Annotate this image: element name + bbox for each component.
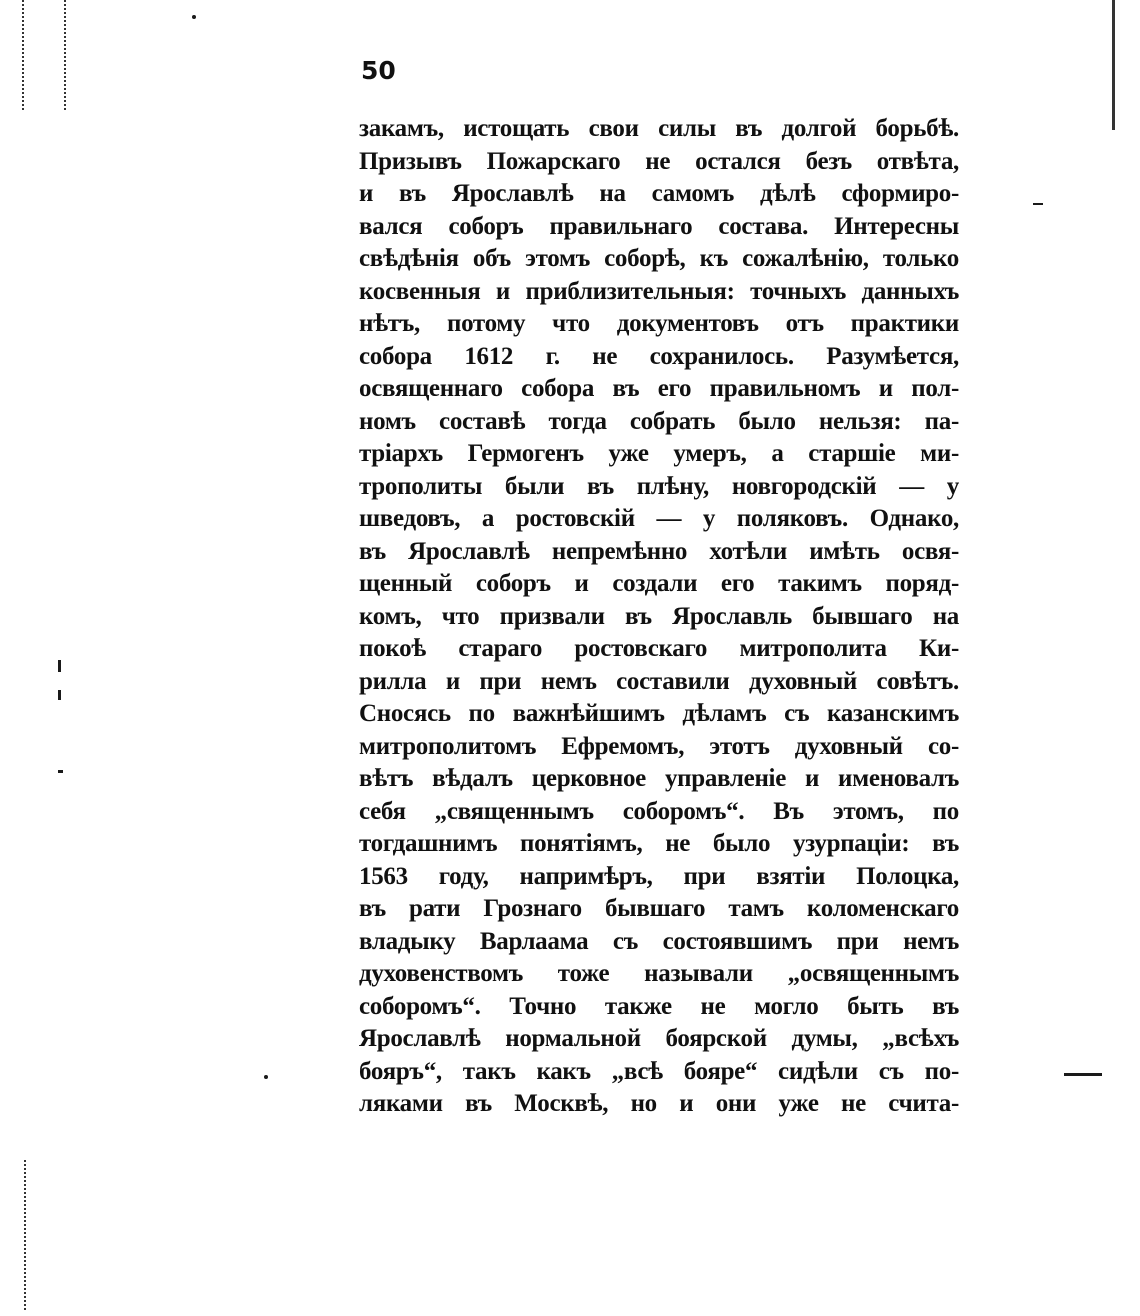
page-number: 50	[361, 56, 396, 85]
text-line: и въ Ярославлѣ на самомъ дѣлѣ сформиро-	[359, 180, 959, 207]
scan-dash-right-2	[1033, 203, 1043, 205]
text-line: бояръ“, такъ какъ „всѣ бояре“ сидѣли съ по-	[359, 1057, 959, 1085]
scan-dot-4	[58, 690, 61, 700]
scan-dot-3	[58, 660, 61, 672]
scan-edge-left-3	[24, 1160, 26, 1310]
text-line: комъ, что призвали въ Ярославль бывшаго на	[359, 602, 959, 630]
text-line: Ярославлѣ нормальной боярской думы, „всѣхъ	[359, 1025, 959, 1052]
text-line: ляками въ Москвѣ, но и они уже не счита-	[359, 1090, 959, 1117]
scan-edge-left-2	[64, 0, 66, 110]
text-line: нѣтъ, потому что документовъ отъ практики	[359, 310, 959, 337]
scan-dot-2	[264, 1075, 268, 1079]
text-line: щенный соборъ и создали его такимъ поряд-	[359, 570, 959, 597]
scan-edge-left	[22, 0, 24, 110]
text-line: вѣтъ вѣдалъ церковное управленіе и именовалъ	[359, 765, 959, 792]
text-line: себя „священнымъ соборомъ“. Въ этомъ, по	[359, 797, 959, 825]
text-line: освященнаго собора въ его правильномъ и пол-	[359, 375, 959, 402]
text-line: покоѣ стараго ростовскаго митрополита Ки-	[359, 635, 959, 662]
text-line: въ Ярославлѣ непремѣнно хотѣли имѣть освя-	[359, 537, 959, 565]
text-line: вался соборъ правильнаго состава. Интересны	[359, 212, 959, 240]
text-line: трополиты были въ плѣну, новгородскій — у	[359, 472, 959, 500]
scan-edge-right	[1112, 0, 1115, 130]
text-line: тогдашнимъ понятіямъ, не было узурпаціи: въ	[359, 830, 959, 857]
scan-dot-1	[192, 15, 196, 19]
text-line: свѣдѣнія объ этомъ соборѣ, къ сожалѣнію, только	[359, 245, 959, 272]
text-line: владыку Варлаама съ состоявшимъ при немъ	[359, 927, 959, 955]
text-line: соборомъ“. Точно также не могло быть въ	[359, 992, 959, 1020]
scan-dot-5	[58, 770, 63, 773]
text-line: собора 1612 г. не сохранилось. Разумѣется,	[359, 342, 959, 370]
text-line: въ рати Грознаго бывшаго тамъ коломенскаго	[359, 895, 959, 922]
text-line: Призывъ Пожарскаго не остался безъ отвѣта,	[359, 147, 959, 175]
text-line: духовенствомъ тоже называли „освященнымъ	[359, 960, 959, 987]
body-text	[359, 113, 959, 1121]
text-line: косвенныя и приблизительныя: точныхъ данныхъ	[359, 277, 959, 305]
text-line: закамъ, истощать свои силы въ долгой борьбѣ.	[359, 115, 959, 142]
text-line: митрополитомъ Ефремомъ, этотъ духовный со-	[359, 732, 959, 760]
text-line: шведовъ, а ростовскій — у поляковъ. Однако,	[359, 505, 959, 532]
scan-dash-right	[1064, 1073, 1102, 1076]
text-line: 1563 году, напримѣръ, при взятіи Полоцка,	[359, 862, 959, 890]
text-line: тріархъ Гермогенъ уже умеръ, а старшіе ми-	[359, 440, 959, 467]
text-line: номъ составѣ тогда собрать было нельзя: па-	[359, 407, 959, 435]
text-line: рилла и при немъ составили духовный совѣтъ.	[359, 667, 959, 695]
text-line: Сносясь по важнѣйшимъ дѣламъ съ казанскимъ	[359, 700, 959, 727]
